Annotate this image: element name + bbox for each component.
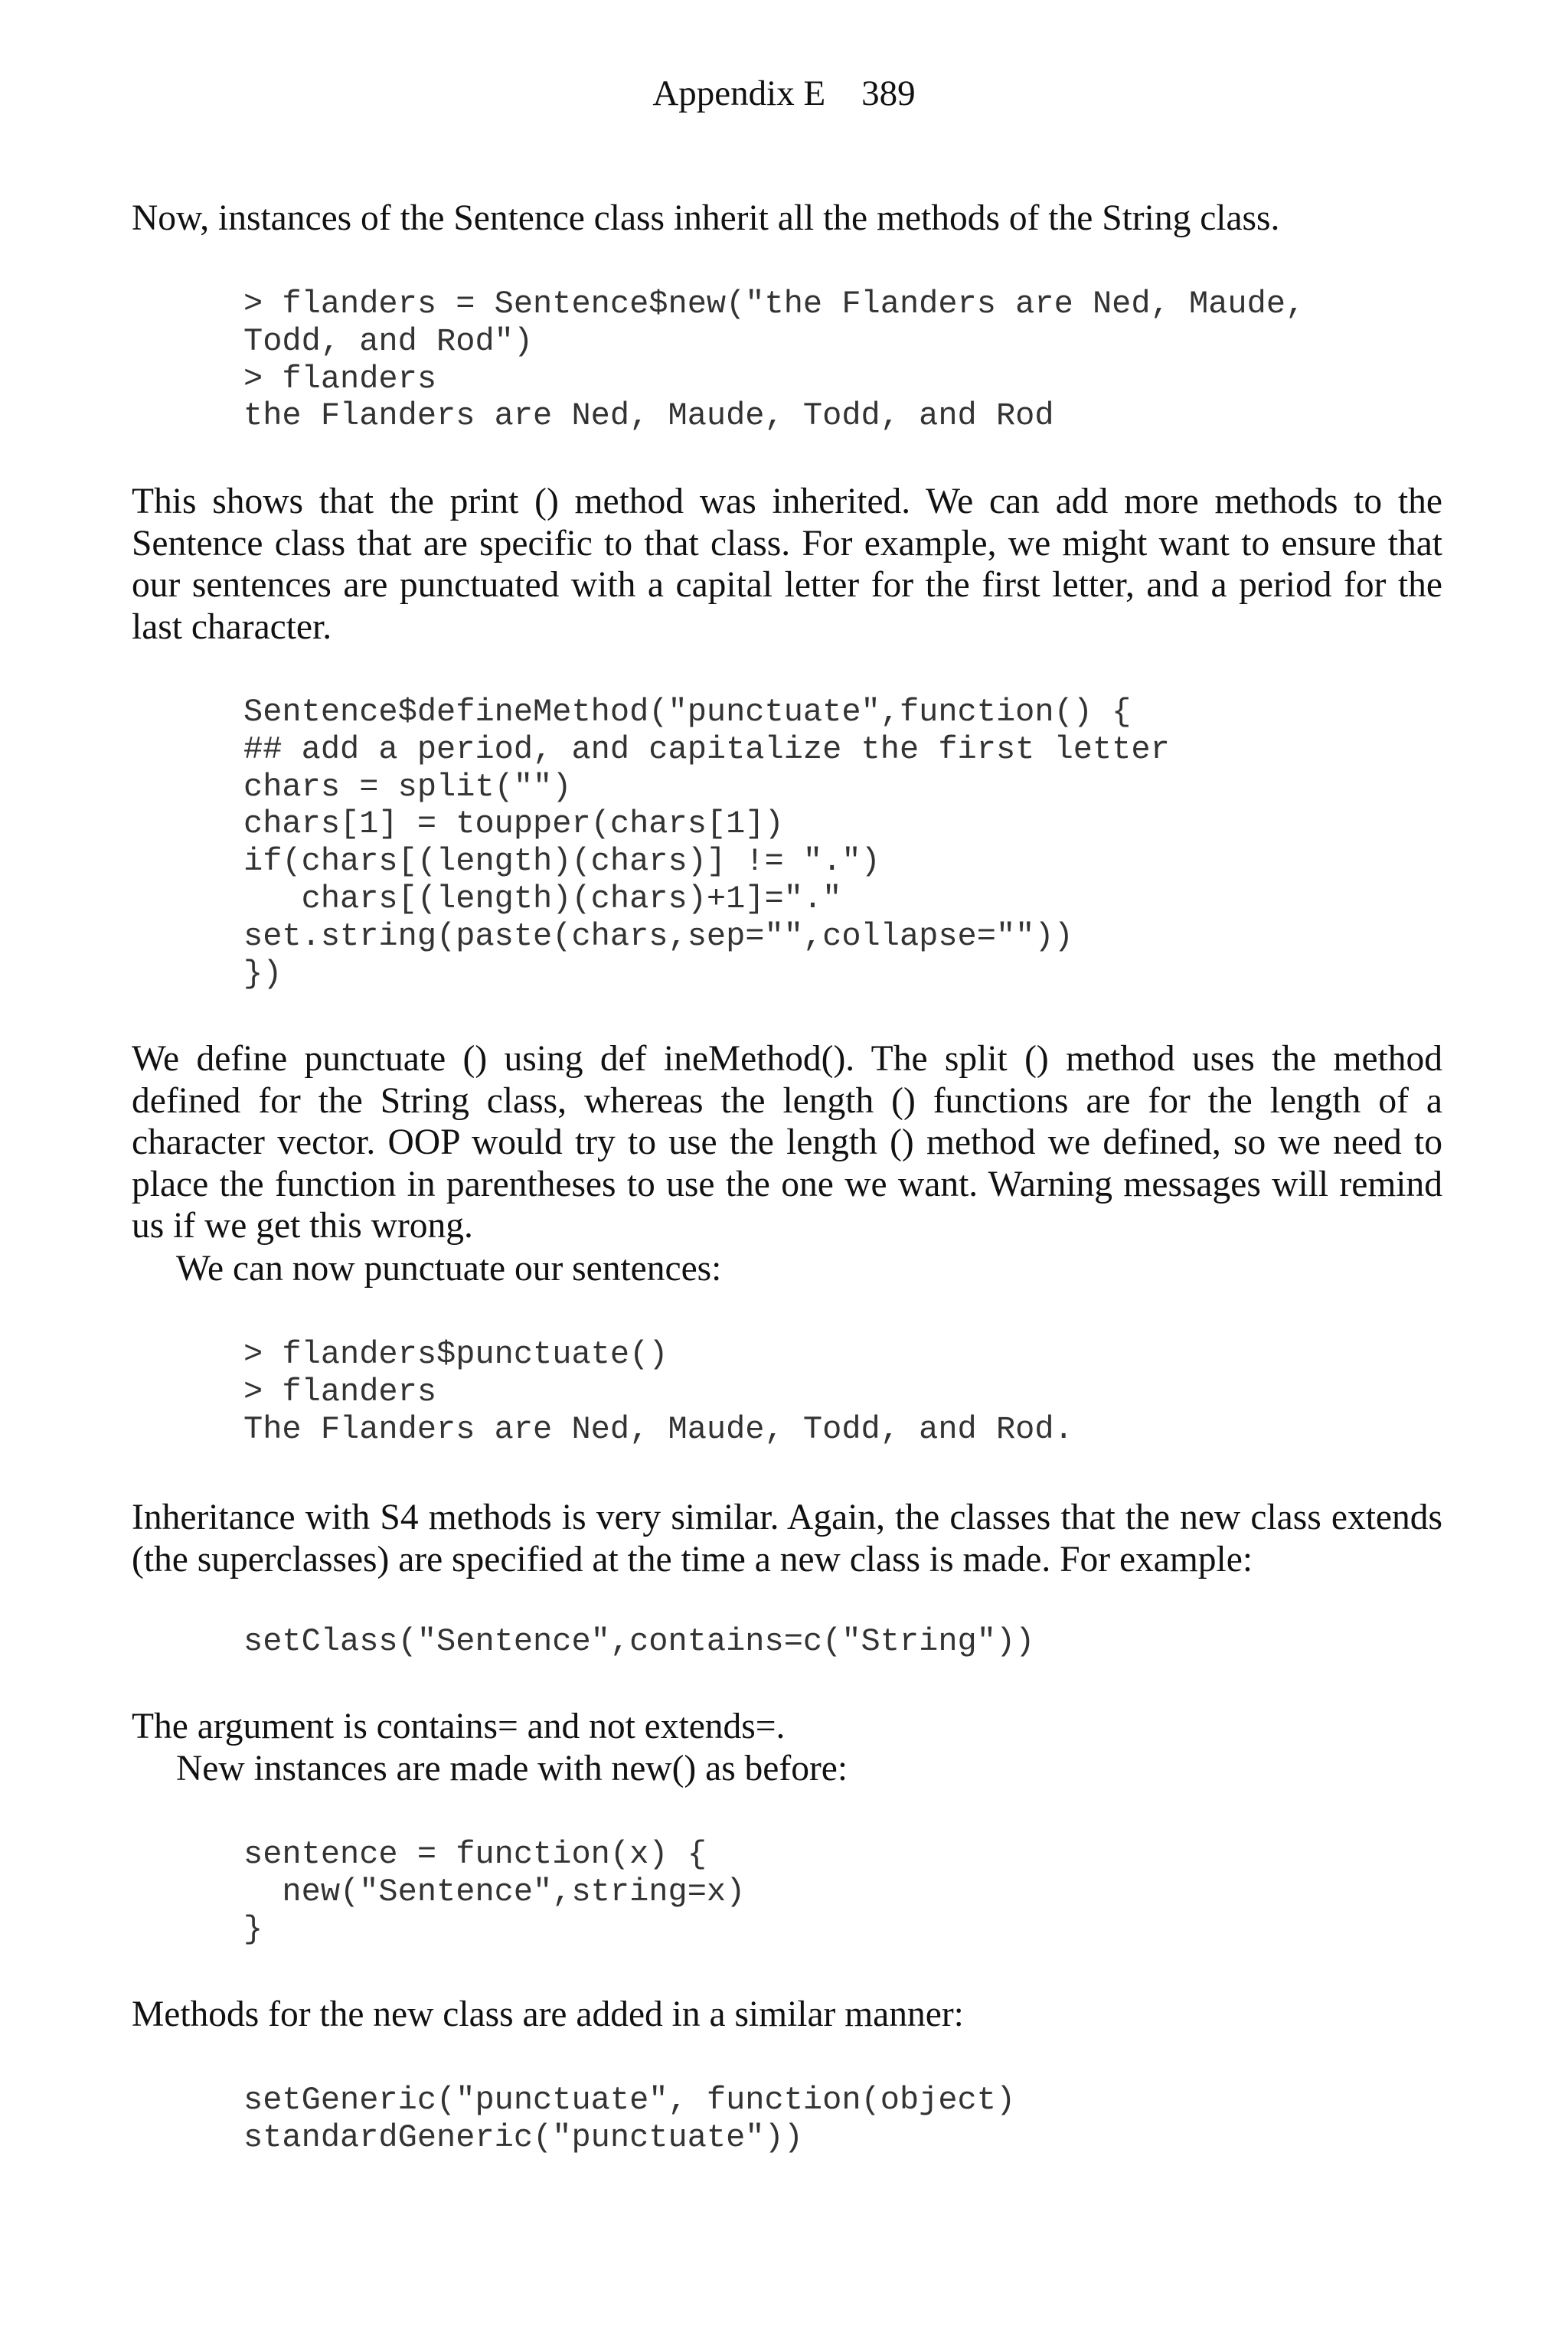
code-block-setclass: setClass("Sentence",contains=c("String")) (243, 1623, 1035, 1660)
paragraph-define-punctuate: We define punctuate () using def ineMethod(). The split () method uses the method defined for the String class, whereas the length () functions are for the length of a character vector. OOP would try to use the length () method we defined, so we need to place the function in parentheses to use the one we want. Warning messages will remind us if we get this wrong. (132, 1039, 1442, 1246)
code-block-setgeneric: setGeneric("punctuate", function(object) standardGeneric("punctuate")) (243, 2082, 1016, 2156)
code-block-flanders-punctuate: > flanders$punctuate() > flanders The Flanders are Ned, Maude, Todd, and Rod. (243, 1336, 1073, 1448)
paragraph-punctuate-sentences: We can now punctuate our sentences: (176, 1249, 722, 1289)
code-block-flanders-new: > flanders = Sentence$new("the Flanders are Ned, Maude, Todd, and Rod") > flanders the Flanders are Ned, Maude, Todd, and Rod (243, 286, 1305, 435)
running-header: Appendix E 389 (652, 74, 916, 113)
paragraph-s4-inheritance: Inheritance with S4 methods is very similar. Again, the classes that the new class extends (the superclasses) are specified at the time a new class is made. For example: (132, 1498, 1442, 1579)
paragraph-inheritance-intro: Now, instances of the Sentence class inherit all the methods of the String class. (132, 198, 1280, 238)
paragraph-print-inherited: This shows that the print () method was inherited. We can add more methods to the Sentence class that are specific to that class. For example, we might want to ensure that our sentences are punctuated with a capital letter for the first letter, and a period for the last character. (132, 482, 1442, 647)
code-block-define-punctuate: Sentence$defineMethod("punctuate",function() { ## add a period, and capitalize the first letter chars = split("") chars[1] = toupper(chars[1]) if(chars[(length)(chars)] != ".") chars[(length)(chars)+1]="." set.string(paste(chars,sep="",collapse="")) }) (243, 694, 1170, 992)
paragraph-new-instances: New instances are made with new() as before: (176, 1749, 848, 1788)
paragraph-methods-new-class: Methods for the new class are added in a similar manner: (132, 1994, 964, 2034)
code-block-sentence-constructor: sentence = function(x) { new("Sentence",string=x) } (243, 1836, 746, 1948)
paragraph-contains-argument: The argument is contains= and not extends=. (132, 1707, 786, 1746)
